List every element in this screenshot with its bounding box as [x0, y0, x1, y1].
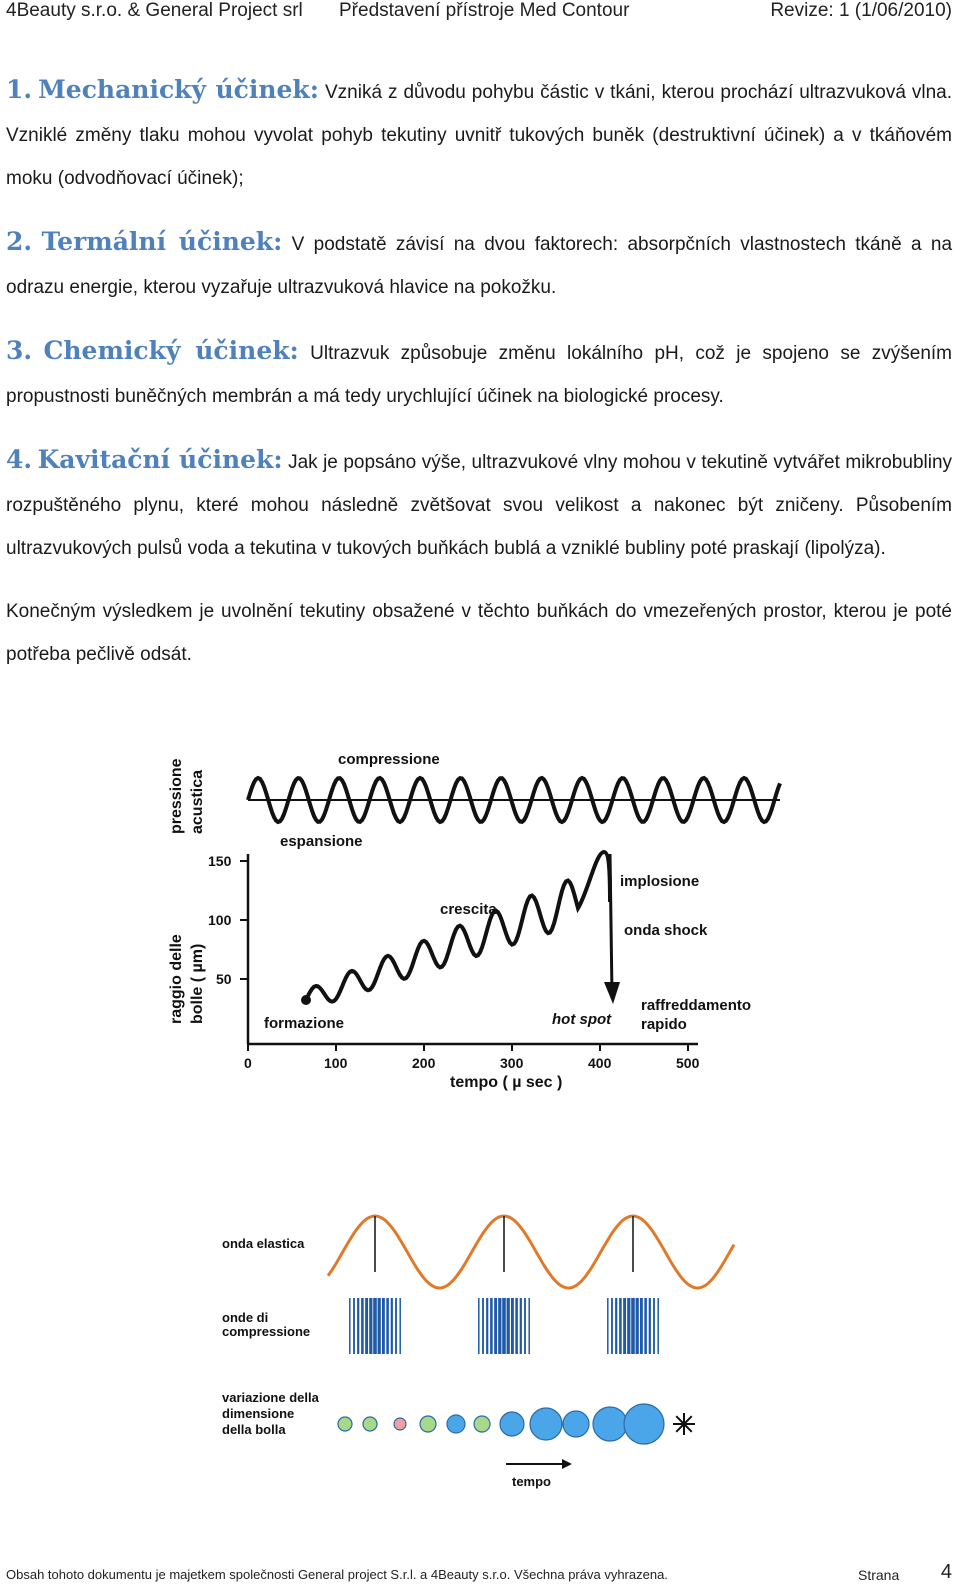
bubble	[530, 1408, 562, 1440]
compression-band-line	[391, 1298, 393, 1354]
time-label: tempo	[512, 1474, 551, 1489]
shock-wave-label: onda shock	[624, 922, 708, 939]
implosion-star-ray	[684, 1424, 692, 1432]
compression-band-line	[607, 1298, 609, 1354]
header-title: Představení přístroje Med Contour	[339, 0, 630, 21]
x-ticks	[244, 1044, 700, 1071]
paragraph-number: 4.	[6, 445, 33, 474]
y-ticks	[208, 853, 248, 987]
compression-band-line	[515, 1298, 518, 1354]
paragraph-heading: Termální účinek:	[41, 227, 283, 256]
compression-band-line	[386, 1298, 389, 1354]
compression-waves-label-1: onde di	[222, 1310, 269, 1325]
bubble	[500, 1412, 524, 1436]
compression-band-line	[353, 1298, 355, 1354]
compression-band-line	[382, 1298, 385, 1354]
bubble	[563, 1411, 589, 1437]
elastic-wave	[328, 1216, 734, 1288]
compression-label: compressione	[338, 751, 440, 768]
x-tick-label: 400	[588, 1055, 612, 1071]
bubble	[338, 1417, 352, 1431]
paragraph-text: V podstatě závisí na dvou faktorech: absorpčních vlastnostech tkáně a na odrazu energie, kterou vyzařuje ultrazvuková hlavice na pokožku.	[6, 234, 953, 298]
paragraph-cavitation	[6, 438, 952, 570]
compression-band-line	[498, 1298, 501, 1354]
compression-band-line	[502, 1298, 506, 1354]
paragraph-number: 2.	[6, 227, 33, 256]
compression-waves-label-2: compressione	[222, 1324, 311, 1339]
implosion-star-ray	[676, 1416, 684, 1424]
y-tick-label: 100	[208, 912, 232, 928]
compression-band-line	[478, 1298, 480, 1354]
compression-band-line	[399, 1298, 401, 1354]
compression-band-line	[649, 1298, 651, 1354]
implosion-arrow	[604, 982, 620, 1004]
paragraph-text: Ultrazvuk způsobuje změnu lokálního pH, což je spojeno se zvýšením propustnosti buněčných membrán a má tedy urychlující účinek na biologické procesy.	[6, 343, 953, 407]
implosion-star-ray	[676, 1424, 684, 1432]
compression-band-line	[524, 1298, 526, 1354]
compression-band-line	[520, 1298, 522, 1354]
compression-band-line	[378, 1298, 381, 1354]
compression-band-line	[653, 1298, 655, 1354]
x-tick-label: 300	[500, 1055, 524, 1071]
bubble	[363, 1417, 377, 1431]
growth-curve	[306, 852, 610, 1002]
compression-band-line	[373, 1298, 377, 1354]
compression-band-line	[349, 1298, 351, 1354]
expansion-label: espansione	[280, 833, 363, 850]
footer-copyright: Obsah tohoto dokumentu je majetkem společnosti General project S.r.l. a 4Beauty s.r.o. Všechna práva vyhrazena.	[6, 1567, 668, 1582]
header-revision: Revize: 1 (1/06/2010)	[770, 0, 952, 21]
compression-band-line	[619, 1298, 622, 1354]
y-axis-label-2: bolle ( µm)	[189, 943, 206, 1024]
compression-band-line	[507, 1298, 510, 1354]
compression-band-line	[482, 1298, 484, 1354]
implosion-label: implosione	[620, 873, 700, 890]
bubble-variation-label-2: dimensione	[222, 1406, 295, 1421]
bubble	[447, 1415, 465, 1433]
compression-band-line	[369, 1298, 372, 1354]
compression-band-line	[511, 1298, 514, 1354]
compression-band-line	[640, 1298, 643, 1354]
compression-band-line	[357, 1298, 359, 1354]
cooling-label-1: raffreddamento	[641, 997, 752, 1014]
formation-label: formazione	[264, 1015, 345, 1032]
paragraph-number: 1.	[6, 75, 33, 104]
bubble	[420, 1416, 436, 1432]
cooling-label-2: rapido	[641, 1016, 687, 1033]
elastic-wave-diagram-svg	[210, 1202, 746, 1498]
growth-label: crescita	[440, 901, 497, 918]
compression-band-line	[627, 1298, 630, 1354]
paragraph-text: Jak je popsáno výše, ultrazvukové vlny mohou v tekutině vytvářet mikrobubliny rozpuštěného plynu, které mohou následně zvětšovat svou velikost a nakonec být zničeny. Působením ultrazvukových pulsů voda a tekutina v tukových buňkách bublá a vzniklé bubliny poté praskají (lipolýza).	[6, 452, 953, 559]
bubble	[593, 1407, 627, 1441]
page-header	[6, 0, 952, 26]
time-arrow	[562, 1459, 572, 1469]
paragraph-heading: Chemický účinek:	[43, 336, 299, 365]
paragraph-heading: Mechanický účinek:	[38, 75, 319, 104]
compression-band-line	[611, 1298, 613, 1354]
compression-band-line	[486, 1298, 488, 1354]
paragraph-number: 3.	[6, 336, 33, 365]
x-tick-label: 200	[412, 1055, 436, 1071]
y-axis-label-1: raggio delle	[168, 934, 185, 1024]
page-footer	[6, 1561, 952, 1587]
paragraph-text: Vzniká z důvodu pohybu částic v tkáni, kterou prochází ultrazvuková vlna. Vzniklé změny tlaku mohou vyvolat pohyb tekutiny uvnitř tukových buněk (destruktivní účinek) a v tkáňovém moku (odvodňovací účinek);	[6, 82, 953, 189]
x-tick-label: 500	[676, 1055, 700, 1071]
paragraph-heading: Kavitační účinek:	[37, 445, 283, 474]
cavitation-diagram-svg	[148, 742, 808, 1110]
pressure-label-2: acustica	[189, 769, 206, 834]
bubble-variation-label-1: variazione della	[222, 1390, 319, 1405]
x-tick-label: 100	[324, 1055, 348, 1071]
paragraph-mechanical	[6, 68, 952, 200]
footer-page-label: Strana	[858, 1567, 900, 1583]
y-tick-label: 150	[208, 853, 232, 869]
compression-band-line	[494, 1298, 497, 1354]
pressure-label-1: pressione	[168, 758, 185, 834]
compression-band-line	[623, 1298, 626, 1354]
compression-band-line	[528, 1298, 530, 1354]
paragraph-conclusion: Konečným výsledkem je uvolnění tekutiny obsažené v těchto buňkách do vmezeřených prostor, kterou je poté potřeba pečlivě odsát.	[6, 601, 952, 665]
x-axis-label: tempo ( µ sec )	[450, 1074, 563, 1091]
compression-band-line	[395, 1298, 397, 1354]
compression-band-line	[657, 1298, 659, 1354]
compression-bands	[349, 1298, 659, 1354]
compression-band-line	[644, 1298, 647, 1354]
elastic-wave-label: onda elastica	[222, 1236, 305, 1251]
bubble	[624, 1404, 664, 1444]
paragraph-chemical	[6, 329, 952, 418]
compression-band-line	[365, 1298, 368, 1354]
y-tick-label: 50	[216, 971, 232, 987]
compression-band-line	[636, 1298, 639, 1354]
x-tick-label: 0	[244, 1055, 252, 1071]
cavitation-figure	[148, 742, 808, 1110]
compression-band-line	[615, 1298, 617, 1354]
compression-band-line	[361, 1298, 364, 1354]
paragraph-thermal	[6, 220, 952, 309]
elastic-wave-figure	[210, 1202, 746, 1498]
header-company: 4Beauty s.r.o. & General Project srl	[6, 0, 303, 21]
implosion-star-ray	[684, 1416, 692, 1424]
bubble	[474, 1416, 490, 1432]
footer-page-number: 4	[940, 1561, 952, 1583]
formation-point	[301, 995, 311, 1005]
hot-spot-label: hot spot	[552, 1011, 612, 1028]
document-body	[6, 68, 952, 696]
compression-band-line	[490, 1298, 493, 1354]
bubble-variation-label-3: della bolla	[222, 1422, 286, 1437]
bubble-sequence	[338, 1404, 695, 1444]
bubble	[394, 1418, 406, 1430]
compression-band-line	[631, 1298, 635, 1354]
